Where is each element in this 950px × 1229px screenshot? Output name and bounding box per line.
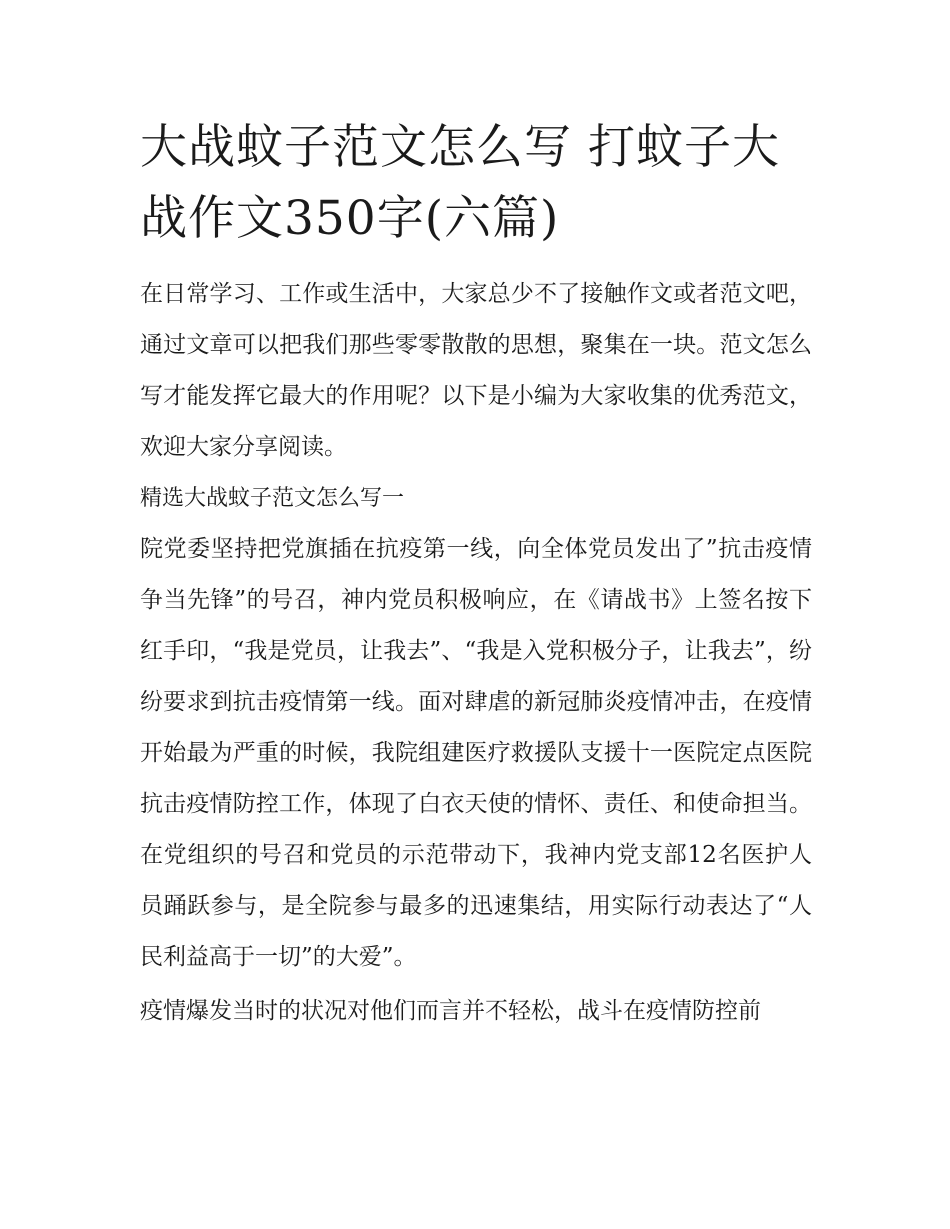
body-paragraph-1: 院党委坚持把党旗插在抗疫第一线，向全体党员发出了”抗击疫情争当先锋”的号召，神内党员积极响应，在《请战书》上签名按下红手印，“我是党员，让我去”、“我是入党积极分子，让我去”，纷纷要求到抗击疫情第一线。面对肆虐的新冠肺炎疫情冲击，在疫情开始最为严重的时候，我院组建医疗救援队支援十一医院定点医院抗击疫情防控工作，体现了白衣天使的情怀、责任、和使命担当。在党组织的号召和党员的示范带动下，我神内党支部12名医护人员踊跃参与，是全院参与最多的迅速集结，用实际行动表达了“人民利益高于一切”的大爱”。 [140, 536, 812, 970]
document-page [140, 112, 812, 1037]
section-heading: 精选大战蚊子范文怎么写一 [140, 486, 405, 511]
intro-paragraph: 在日常学习、工作或生活中，大家总少不了接触作文或者范文吧，通过文章可以把我们那些零零散散的思想，聚集在一块。范文怎么写才能发挥它最大的作用呢？以下是小编为大家收集的优秀范文，欢迎大家分享阅读。 [140, 281, 812, 460]
document-title: 大战蚊子范文怎么写 打蚊子大战作文350字(六篇) [140, 120, 780, 246]
body-paragraph-2: 疫情爆发当时的状况对他们而言并不轻松，战斗在疫情防控前 [140, 998, 761, 1024]
